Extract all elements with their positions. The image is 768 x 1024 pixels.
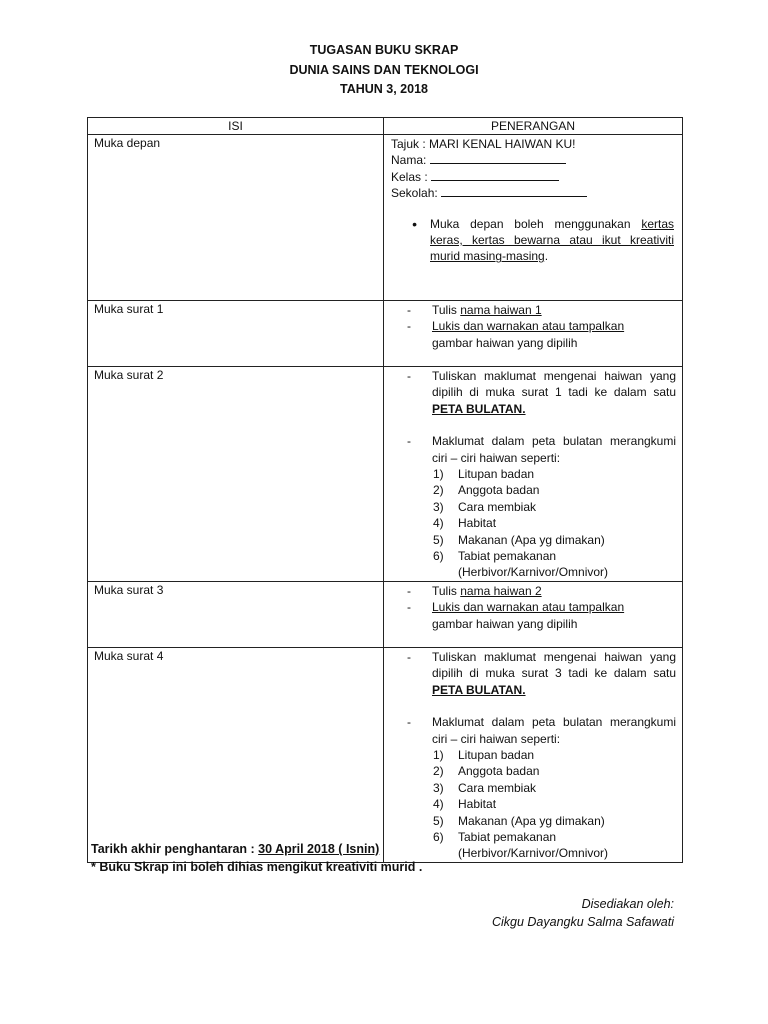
name-label: Nama: [391, 153, 430, 168]
assignment-table [87, 117, 683, 863]
item-text: gambar haiwan yang dipilih [432, 616, 578, 631]
table-header-row [88, 118, 683, 135]
numbered-item: 2) Anggota badan [433, 483, 540, 498]
numbered-item: 1) Litupan badan [433, 747, 535, 762]
table-row [88, 301, 683, 367]
table-row [88, 135, 683, 301]
decoration-note: * Buku Skrap ini boleh dihias mengikut kreativiti murid . [91, 860, 423, 874]
list-item: - Lukis dan warnakan atau tampalkan gambar haiwan yang dipilih [407, 600, 625, 631]
numbered-item: 3) Cara membiak [433, 499, 537, 514]
item-emphasis: PETA BULATAN. [432, 682, 526, 697]
row-label: Muka surat 2 [88, 367, 384, 582]
table-row [88, 367, 683, 582]
school-label: Sekolah: [391, 186, 442, 201]
list-item: - Tulis nama haiwan 1 [407, 303, 542, 317]
item-emphasis: PETA BULATAN. [432, 401, 526, 416]
item-text: Tulis [432, 303, 461, 317]
numbered-item: 5) Makanan (Apa yg dimakan) [433, 532, 605, 547]
list-item: - Maklumat dalam peta bulatan merangkumi ciri – ciri haiwan seperti: [407, 434, 676, 465]
item-text: Tuliskan maklumat mengenai haiwan yang dipilih di muka surat 3 tadi ke dalam satu [432, 649, 676, 681]
list-item: - Tuliskan maklumat mengenai haiwan yang dipilih di muka surat 1 tadi ke dalam satu PETA BULATAN. [407, 369, 676, 416]
row-description [384, 367, 683, 582]
item-text: Tuliskan maklumat mengenai haiwan yang dipilih di muka surat 1 tadi ke dalam satu [432, 369, 676, 400]
row-description [384, 581, 683, 647]
deadline-line [91, 842, 379, 856]
item-emphasis: Lukis dan warnakan atau tampalkan [432, 319, 625, 334]
item-emphasis: nama haiwan 2 [460, 583, 542, 598]
column-header-isi: ISI [88, 118, 384, 135]
title-line-1: TUGASAN BUKU SKRAP [309, 43, 459, 57]
row-description [384, 301, 683, 367]
name-blank [430, 152, 566, 164]
numbered-item: 5) Makanan (Apa yg dimakan) [433, 813, 605, 828]
title-line-2: DUNIA SAINS DAN TEKNOLOGI [289, 63, 479, 77]
table-row [88, 647, 683, 862]
table-row [88, 581, 683, 647]
prepared-by-name: Cikgu Dayangku Salma Safawati [491, 915, 674, 929]
prepared-by-label: Disediakan oleh: [581, 897, 674, 911]
list-item: - Tuliskan maklumat mengenai haiwan yang dipilih di muka surat 3 tadi ke dalam satu PETA BULATAN. [407, 649, 676, 697]
column-header-penerangan: PENERANGAN [384, 118, 683, 135]
deadline-label: Tarikh akhir penghantaran : [91, 842, 259, 856]
note-end: . [544, 249, 549, 264]
numbered-item: 2) Anggota badan [433, 764, 540, 779]
item-text: gambar haiwan yang dipilih [432, 335, 578, 350]
class-label: Kelas : [391, 169, 432, 184]
row-label: Muka depan [88, 135, 384, 301]
numbered-item: 4) Habitat [433, 516, 497, 531]
item-text: Tulis [432, 583, 461, 598]
numbered-item: 6) Tabiat pemakanan [433, 549, 557, 564]
note-emphasis: kertas keras, kertas bewarna atau ikut kreativiti murid masing-masing [430, 216, 674, 264]
row-label: Muka surat 1 [88, 301, 384, 367]
cover-note [391, 216, 676, 265]
item-emphasis: Lukis dan warnakan atau tampalkan [432, 600, 625, 615]
title-line-3: TAHUN 3, 2018 [340, 82, 428, 96]
school-field [391, 185, 676, 201]
note-text: Muka depan boleh menggunakan [430, 216, 642, 231]
numbered-item: 4) Habitat [433, 797, 497, 812]
row-description [384, 135, 683, 301]
item-subtext: (Herbivor/Karnivor/Omnivor) [458, 846, 609, 861]
numbered-item: 3) Cara membiak [433, 780, 537, 795]
row-label: Muka surat 3 [88, 581, 384, 647]
item-text: Maklumat dalam peta bulatan merangkumi ciri – ciri haiwan seperti: [432, 434, 676, 465]
list-item: - Lukis dan warnakan atau tampalkan gambar haiwan yang dipilih [407, 319, 625, 350]
item-text: Maklumat dalam peta bulatan merangkumi ciri – ciri haiwan seperti: [432, 715, 676, 746]
cover-title: Tajuk : MARI KENAL HAIWAN KU! [391, 137, 576, 151]
list-item: - Maklumat dalam peta bulatan merangkumi ciri – ciri haiwan seperti: [407, 715, 676, 746]
row-label: Muka surat 4 [88, 647, 384, 862]
numbered-item: 6) Tabiat pemakanan [433, 829, 557, 844]
school-blank [441, 185, 587, 197]
item-subtext: (Herbivor/Karnivor/Omnivor) [458, 565, 609, 580]
numbered-item: 1) Litupan badan [433, 467, 535, 482]
list-item: - Tulis nama haiwan 2 [407, 583, 542, 598]
bullet-icon: • [412, 215, 417, 232]
class-field [391, 169, 676, 185]
deadline-date: 30 April 2018 ( Isnin) [258, 842, 380, 856]
item-emphasis: nama haiwan 1 [460, 303, 542, 317]
name-field [391, 152, 676, 168]
class-blank [431, 169, 559, 181]
row-description [384, 647, 683, 862]
